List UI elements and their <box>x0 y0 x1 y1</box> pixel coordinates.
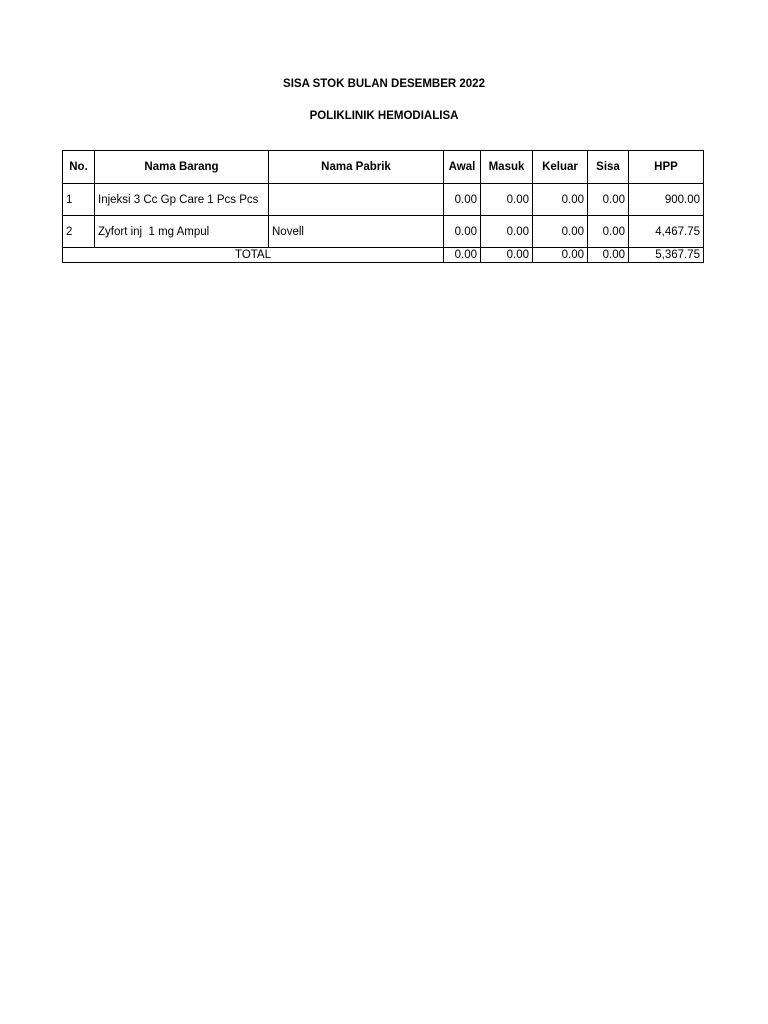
cell-nama-barang: Injeksi 3 Cc Gp Care 1 Pcs Pcs <box>95 184 269 216</box>
cell-sisa: 0.00 <box>588 184 629 216</box>
table-row <box>63 216 704 248</box>
cell-awal: 0.00 <box>444 216 481 248</box>
document-title: SISA STOK BULAN DESEMBER 2022 <box>283 78 485 90</box>
cell-no: 1 <box>63 184 95 216</box>
stock-table <box>62 150 704 263</box>
header-keluar: Keluar <box>533 151 588 184</box>
header-nama-barang: Nama Barang <box>95 151 269 184</box>
total-keluar: 0.00 <box>533 248 588 263</box>
cell-hpp: 900.00 <box>629 184 704 216</box>
header-no: No. <box>63 151 95 184</box>
total-hpp: 5,367.75 <box>629 248 704 263</box>
document-subtitle: POLIKLINIK HEMODIALISA <box>309 110 459 122</box>
table-row <box>63 184 704 216</box>
cell-masuk: 0.00 <box>481 216 533 248</box>
cell-awal: 0.00 <box>444 184 481 216</box>
cell-hpp: 4,467.75 <box>629 216 704 248</box>
total-masuk: 0.00 <box>481 248 533 263</box>
header-sisa: Sisa <box>588 151 629 184</box>
total-label: TOTAL <box>63 248 444 263</box>
cell-masuk: 0.00 <box>481 184 533 216</box>
cell-sisa: 0.00 <box>588 216 629 248</box>
cell-nama-pabrik <box>269 184 444 216</box>
total-row <box>63 248 704 263</box>
table-header-row <box>63 151 704 184</box>
cell-nama-pabrik: Novell <box>269 216 444 248</box>
total-awal: 0.00 <box>444 248 481 263</box>
cell-keluar: 0.00 <box>533 184 588 216</box>
cell-no: 2 <box>63 216 95 248</box>
header-masuk: Masuk <box>481 151 533 184</box>
cell-nama-barang: Zyfort inj 1 mg Ampul <box>95 216 269 248</box>
header-awal: Awal <box>444 151 481 184</box>
header-nama-pabrik: Nama Pabrik <box>269 151 444 184</box>
header-hpp: HPP <box>629 151 704 184</box>
total-sisa: 0.00 <box>588 248 629 263</box>
cell-keluar: 0.00 <box>533 216 588 248</box>
